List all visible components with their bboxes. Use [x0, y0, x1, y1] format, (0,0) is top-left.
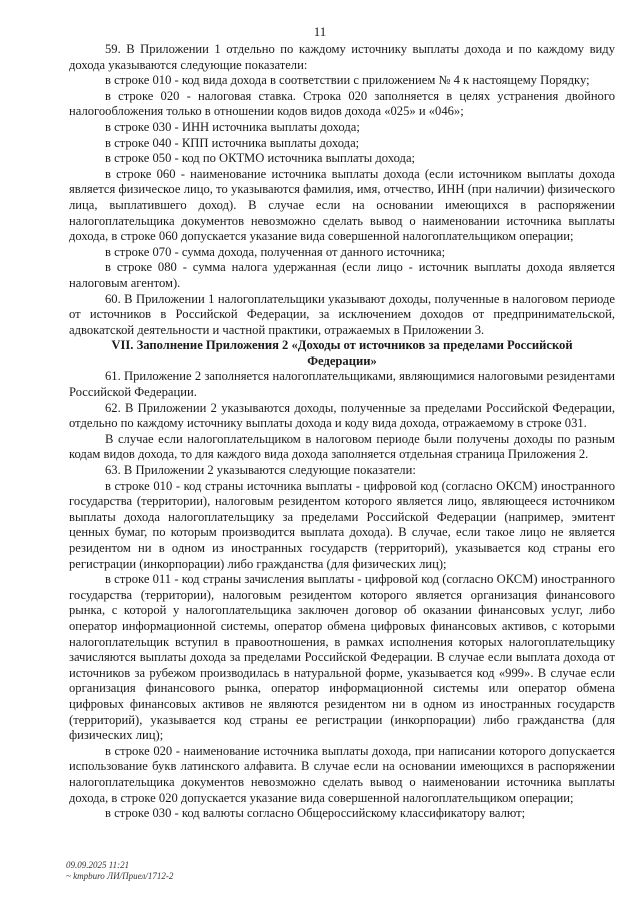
document-body [69, 42, 615, 822]
paragraph-a2-line-030: в строке 030 - код валюты согласно Общероссийскому классификатору валют; [105, 806, 526, 821]
paragraph-line-080: в строке 080 - сумма налога удержанная (если лицо - источник выплаты дохода является налоговым агентом). [69, 260, 615, 290]
paragraph-line-060: в строке 060 - наименование источника выплаты дохода (если источником выплаты дохода является физическое лицо, то указываются фамилия, имя, отчество, ИНН (при наличии) физического лица, выплатившего доход). В случае если на основании имеющихся в распоряжении налогоплательщика документов невозможно сделать вывод о наименовании источника выплаты дохода, в строке 060 допускается указание вида совершенной налогоплательщиком операции; [69, 166, 615, 244]
paragraph-59: 59. В Приложении 1 отдельно по каждому источнику выплаты дохода и по каждому виду дохода указываются следующие показатели: [69, 42, 615, 72]
paragraph-line-050: в строке 050 - код по ОКТМО источника выплаты дохода; [105, 151, 416, 166]
paragraph-line-040: в строке 040 - КПП источника выплаты дохода; [105, 135, 360, 150]
paragraph-62: 62. В Приложении 2 указываются доходы, полученные за пределами Российской Федерации, отдельно по каждому источнику выплаты дохода и коду вида дохода, отражаемому в строке 031. [69, 400, 615, 431]
paragraph-line-030: в строке 030 - ИНН источника выплаты дохода; [105, 119, 360, 134]
paragraph-line-010: в строке 010 - код вида дохода в соответствии с приложением № 4 к настоящему Порядку; [105, 73, 590, 88]
paragraph-a2-line-020: в строке 020 - наименование источника выплаты дохода, при написании которого допускается использование букв латинского алфавита. В случае если на основании имеющихся в распоряжении налогоплательщика документов невозможно сделать вывод о наименовании источника выплаты дохода, в строке 020 допускается указание вида совершенной налогоплательщиком операции; [69, 743, 615, 805]
paragraph-a2-line-011: в строке 011 - код страны зачисления выплаты - цифровой код (согласно ОКСМ) иностранного государства (территории), налоговым резидентом которого является организация финансового рынка, с которой у налогоплательщика заключен договор об оказании финансовых услуг, либо оператор информационной системы, оператор обмена цифровых финансовых активов, с которыми налогоплательщик вступил в правоотношения, в рамках исполнения которых налогоплательщику зачисляются выплаты дохода за пределами Российской Федерации. В случае если выплата дохода от источников за рубежом производилась в натуральной форме, указывается код «999». В случае если организация финансового рынка, оператор информационной системы или оператор обмена цифровых финансовых активов не являются резидентом ни в одном из иностранных государств (территорий), указывается код страны ее регистрации (инкорпорации) либо гражданства (для физических лиц); [69, 572, 615, 743]
section-heading: VII. Заполнение Приложения 2 «Доходы от источников за пределами Российской Федерации» [111, 338, 573, 368]
paragraph-a2-line-010: в строке 010 - код страны источника выплаты - цифровой код (согласно ОКСМ) иностранного государства (территории), налоговым резидентом которого является лицо, являющееся источником выплаты дохода налогоплательщику за пределами Российской Федерации (например, эмитент ценных бумаг, по которым производится выплата дохода). В случае, если такое лицо не является резидентом ни в одном из иностранных государств (территорий), указывается код страны его регистрации (инкорпорации) либо гражданства (для физических лиц); [69, 478, 615, 571]
paragraph-62-note: В случае если налогоплательщиком в налоговом периоде были получены доходы по разным кодам видов дохода, то для каждого вида дохода заполняется отдельная страница Приложения 2. [69, 431, 615, 462]
paragraph-61: 61. Приложение 2 заполняется налогоплательщиками, являющимися налоговыми резидентами Российской Федерации. [69, 369, 615, 400]
paragraph-60: 60. В Приложении 1 налогоплательщики указывают доходы, полученные в налоговом периоде от источников в Российской Федерации, за исключением доходов от предпринимательской, адвокатской деятельности и частной практики, отражаемых в Приложении 3. [69, 291, 615, 337]
footer-stamp [66, 860, 173, 882]
footer-path: ~ kmpburo ЛИ/Приел/1712-2 [66, 871, 174, 881]
paragraph-63: 63. В Приложении 2 указываются следующие показатели: [105, 463, 416, 478]
page-number: 11 [313, 24, 327, 39]
paragraph-line-070: в строке 070 - сумма дохода, полученная от данного источника; [105, 244, 446, 259]
paragraph-line-020: в строке 020 - налоговая ставка. Строка 020 заполняется в целях устранения двойного налогообложения только в отношении кодов видов дохода «025» и «046»; [69, 88, 615, 119]
footer-date: 09.09.2025 11:21 [66, 860, 130, 870]
